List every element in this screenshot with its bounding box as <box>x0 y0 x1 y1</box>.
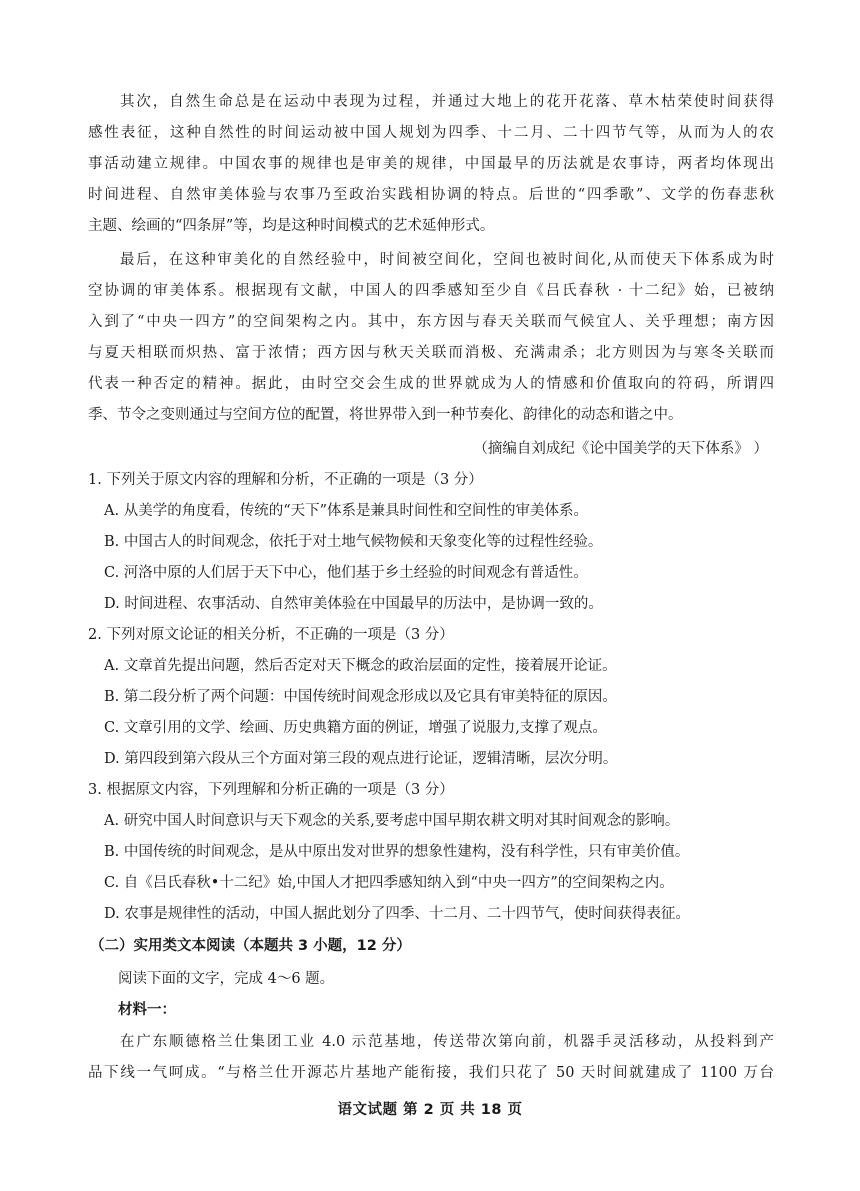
text-line: 季、节令之变则通过与空间方位的配置，将世界带入到一种节奏化、韵律化的动态和谐之中。 <box>88 407 683 423</box>
text-line: 事活动建立规律。中国农事的规律也是审美的规律，中国最早的历法就是农事诗，两者均体现出 <box>88 156 774 172</box>
text-line: 其次，自然生命总是在运动中表现为过程，并通过大地上的花开花落、草木枯荣使时间获得 <box>120 94 774 110</box>
text-line: 主题、绘画的“四条屏”等，均是这种时间模式的艺术延伸形式。 <box>88 218 495 234</box>
text-line: 空协调的审美体系。根据现有文献，中国人的四季感知至少自《吕氏春秋 · 十二纪》始，已被纳 <box>88 283 774 299</box>
page-footer: 语文试题 第 2 页 共 18 页 <box>337 1102 523 1118</box>
passage-paragraph-1 <box>88 87 774 242</box>
option-a: A. 从美学的角度看，传统的“天下”体系是兼具时间性和空间性的审美体系。 <box>104 503 589 519</box>
question-stem: 2. 下列对原文论证的相关分析，不正确的一项是（3 分） <box>88 627 454 643</box>
option-c: C. 文章引用的文学、绘画、历史典籍方面的例证，增强了说服力,支撑了观点。 <box>104 720 607 736</box>
text-line: 代表一种否定的精神。据此，由时空交会生成的世界就成为人的情感和价值取向的符码，所谓四 <box>88 376 774 392</box>
text-line: 最后，在这种审美化的自然经验中，时间被空间化，空间也被时间化,从而使天下体系成为时 <box>120 252 774 268</box>
section-heading: （二）实用类文本阅读（本题共 3 小题，12 分） <box>90 938 411 954</box>
option-d: D. 农事是规律性的活动，中国人据此划分了四季、十二月、二十四节气，使时间获得表征。 <box>104 906 690 922</box>
question-3 <box>88 775 788 930</box>
passage-paragraph-2 <box>88 245 774 431</box>
option-c: C. 河洛中原的人们居于天下中心，他们基于乡土经验的时间观念有普适性。 <box>104 565 588 581</box>
option-b: B. 中国传统的时间观念，是从中原出发对世界的想象性建构，没有科学性，只有审美价值。 <box>104 844 690 860</box>
text-line: 感性表征，这种自然性的时间运动被中国人规划为四季、十二月、二十四节气等，从而为人的农 <box>88 125 774 141</box>
text-line: 时间进程、自然审美体验与农事乃至政治实践相协调的特点。后世的“四季歌”、文学的伤春悲秋 <box>88 187 774 203</box>
question-1 <box>88 465 788 620</box>
option-c: C. 自《吕氏春秋•十二纪》始,中国人才把四季感知纳入到“中央一四方”的空间架构之内。 <box>104 875 674 891</box>
option-a: A. 文章首先提出问题，然后否定对天下概念的政治层面的定性，接着展开论证。 <box>104 658 617 674</box>
text-line: 在广东顺德格兰仕集团工业 4.0 示范基地，传送带次第向前，机器手灵活移动，从投料到产 <box>120 1034 774 1050</box>
question-2 <box>88 620 788 775</box>
option-b: B. 第二段分析了两个问题：中国传统时间观念形成以及它具有审美特征的原因。 <box>104 689 617 705</box>
material-label: 材料一： <box>118 1002 176 1018</box>
section-instruction: 阅读下面的文字，完成 4～6 题。 <box>118 971 335 987</box>
option-d: D. 第四段到第六段从三个方面对第三段的观点进行论证，逻辑清晰，层次分明。 <box>104 751 618 767</box>
question-stem: 1. 下列关于原文内容的理解和分析，不正确的一项是（3 分） <box>88 472 483 488</box>
passage-source: （摘编自刘成纪《论中国美学的天下体系》 ） <box>473 441 768 457</box>
option-d: D. 时间进程、农事活动、自然审美体验在中国最早的历法中，是协调一致的。 <box>104 596 603 612</box>
text-line: 入到了“中央一四方”的空间架构之内。其中，东方因与春天关联而气候宜人、关乎理想；南方因 <box>88 314 774 330</box>
text-line: 与夏天相联而炽热、富于浓情；西方因与秋天关联而消极、充满肃杀；北方则因为与寒冬关联而 <box>88 345 774 361</box>
option-b: B. 中国古人的时间观念，依托于对土地气候物候和天象变化等的过程性经验。 <box>104 534 603 550</box>
text-line: 品下线一气呵成。“与格兰仕开源芯片基地产能衔接，我们只花了 50 天时间就建成了 1100 万台 <box>88 1065 774 1081</box>
option-a: A. 研究中国人时间意识与天下观念的关系,要考虑中国早期农耕文明对其时间观念的影响。 <box>104 813 680 829</box>
material-text <box>88 1027 774 1089</box>
question-stem: 3. 根据原文内容，下列理解和分析正确的一项是（3 分） <box>88 782 454 798</box>
